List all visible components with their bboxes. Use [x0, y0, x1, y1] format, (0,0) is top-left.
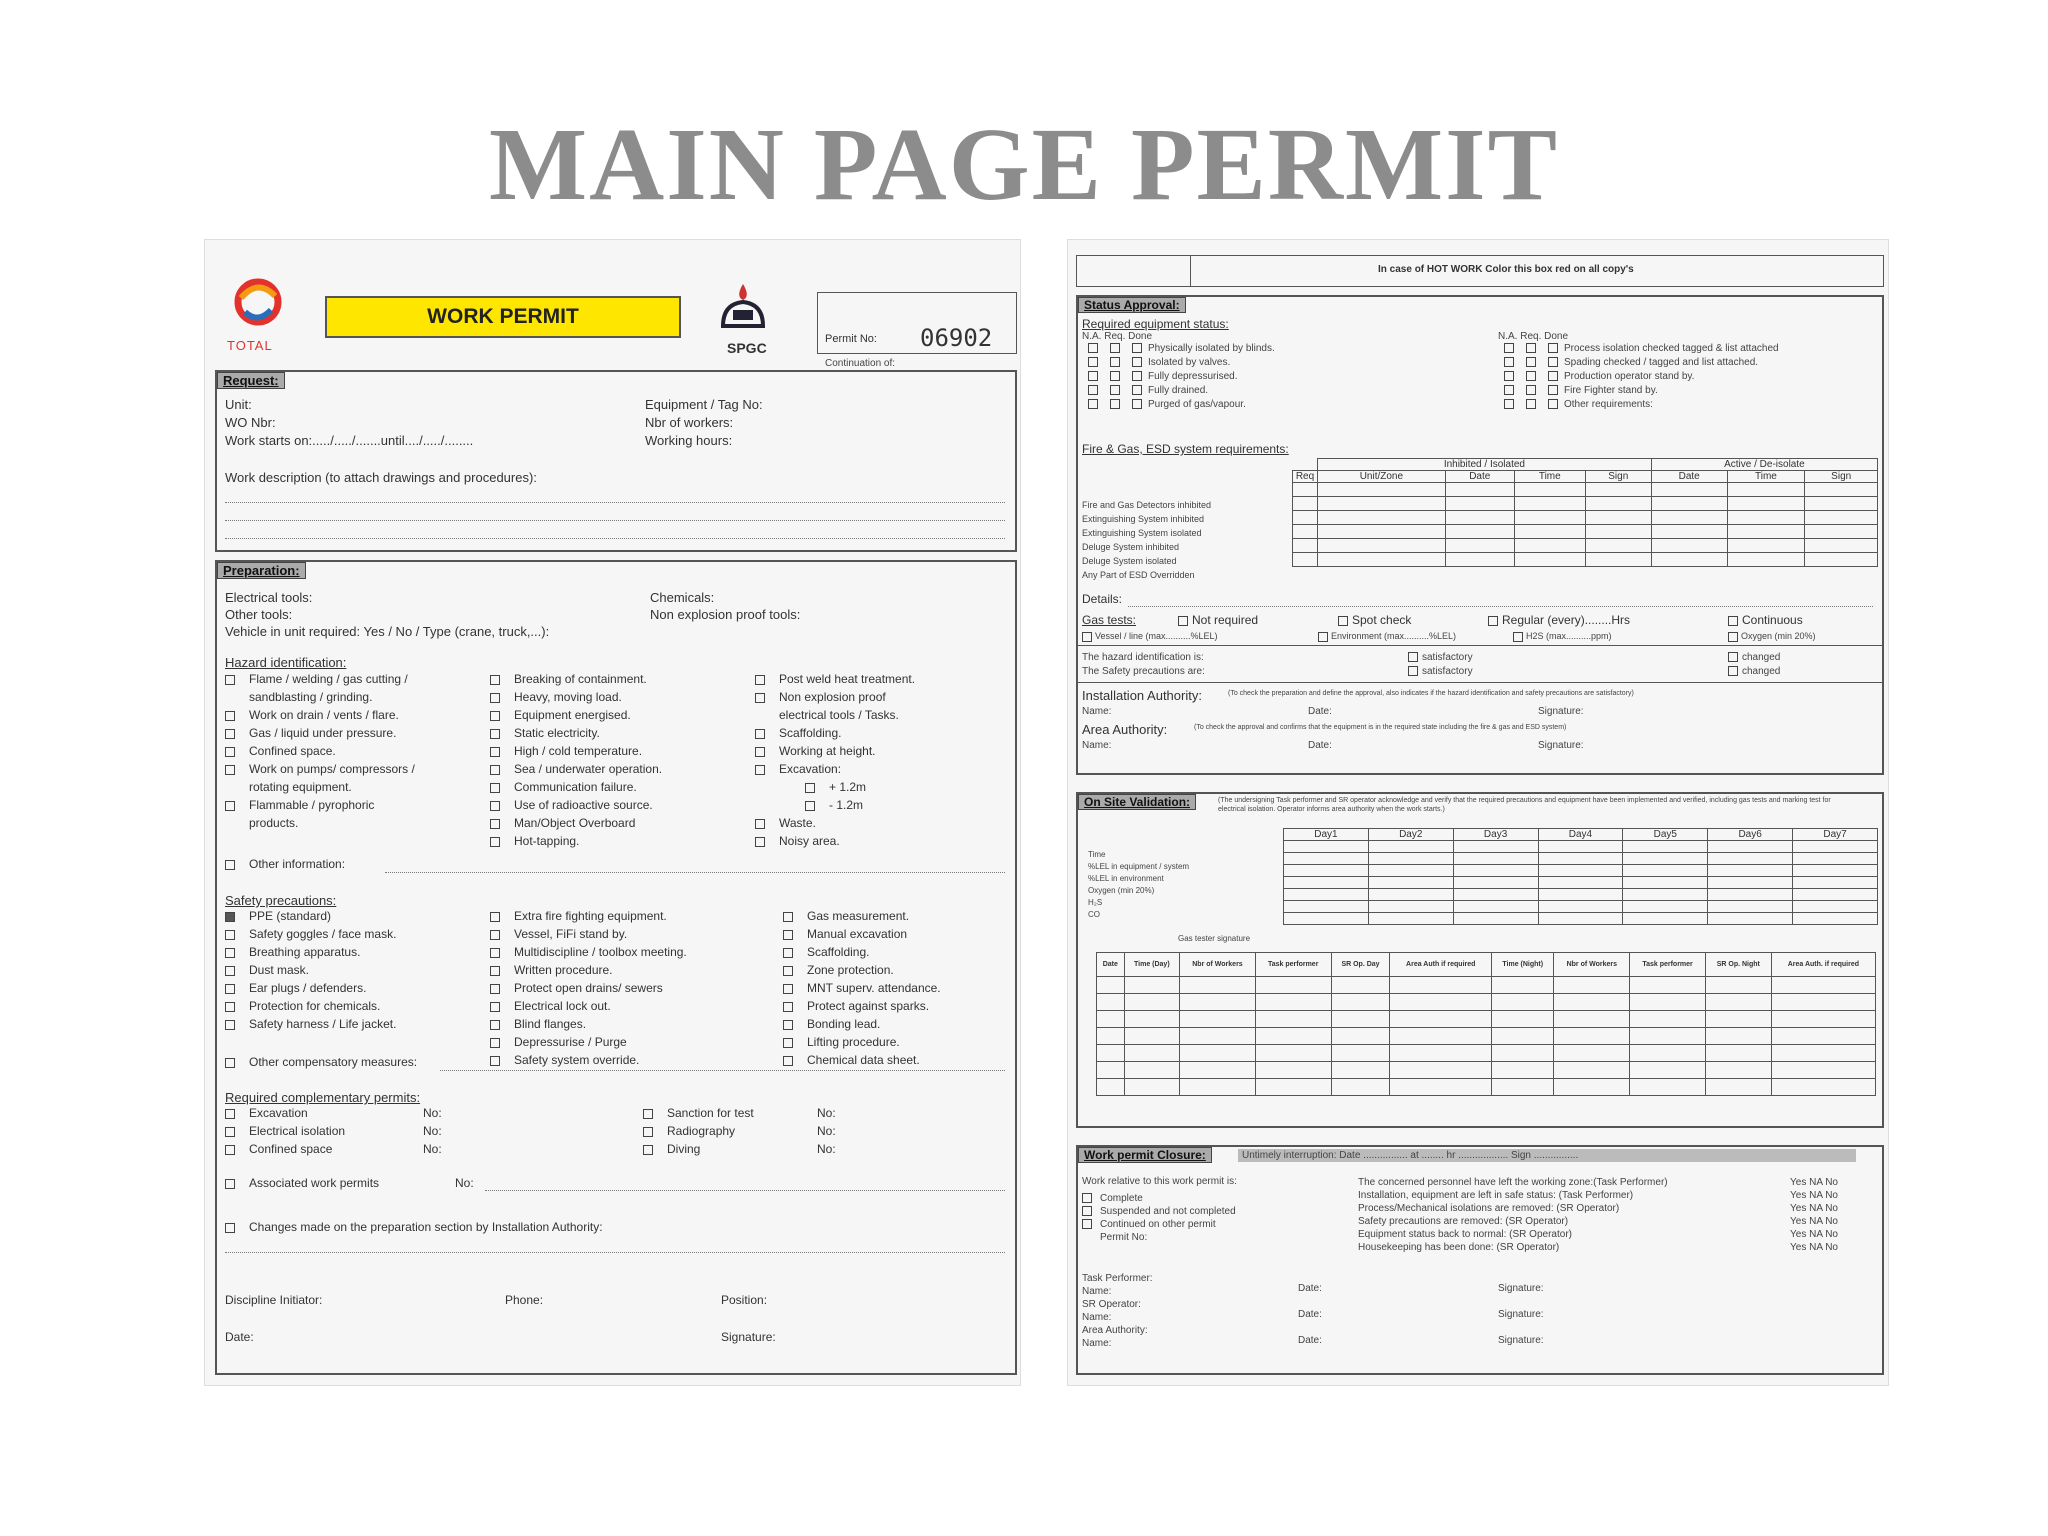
other-information[interactable]: Other information:: [225, 857, 345, 871]
phone-label: Phone:: [505, 1293, 544, 1307]
discipline-initiator: Discipline Initiator:: [225, 1293, 323, 1307]
safety-item[interactable]: Vessel, FiFi stand by.: [490, 925, 687, 943]
validation-header: On Site Validation:: [1078, 794, 1196, 810]
spgc-label: SPGC: [727, 340, 767, 356]
gas-sub[interactable]: Oxygen (min 20%): [1728, 631, 1816, 642]
safety-item[interactable]: Zone protection.: [783, 961, 941, 979]
area-authority-label: Area Authority:: [1082, 722, 1168, 737]
safety-item[interactable]: Safety goggles / face mask.: [225, 925, 396, 943]
safety-item[interactable]: MNT superv. attendance.: [783, 979, 941, 997]
shift-log-table: Date Time (Day) Nbr of Workers Task performer SR Op. Day Area Auth if required Time (Night) Nbr of Workers Task performer SR Op. Night Area Auth. if required: [1096, 952, 1876, 1096]
hazard-item[interactable]: - 1.2m: [755, 796, 915, 814]
gas-opt[interactable]: Continuous: [1728, 613, 1803, 627]
total-logo-text: TOTAL: [227, 338, 273, 353]
required-status-label: Required equipment status:: [1082, 317, 1229, 331]
permit-item[interactable]: Radiography: [643, 1122, 754, 1140]
safety-item[interactable]: Blind flanges.: [490, 1015, 687, 1033]
validation-note: (The undersigning Task performer and SR operator acknowledge and verify that the required precautions and equipment have been implemented and verified, including gas tests and marking test for electrical isolation. Operator informs area authority when the work starts.): [1218, 797, 1831, 813]
hazard-item[interactable]: Post weld heat treatment.: [755, 670, 915, 688]
permit-item[interactable]: Electrical isolation: [225, 1122, 345, 1140]
unit-label: Unit:: [225, 397, 252, 412]
other-tools-label: Other tools:: [225, 607, 293, 622]
hazard-item[interactable]: Excavation:: [755, 760, 915, 778]
status-right-list: [1504, 340, 1779, 410]
hazard-item[interactable]: Noisy area.: [755, 832, 915, 850]
permit-number: 06902: [920, 324, 993, 352]
hazard-list-3: [755, 670, 915, 850]
hazard-item[interactable]: Static electricity.: [490, 724, 662, 742]
gas-sub[interactable]: Environment (max..........%LEL): [1318, 631, 1456, 642]
safety-list-2: [490, 907, 687, 1069]
hazard-item[interactable]: Equipment energised.: [490, 706, 662, 724]
associated-no: No:: [455, 1176, 474, 1190]
fire-gas-header: Fire & Gas, ESD system requirements:: [1082, 442, 1289, 456]
hazard-item[interactable]: Heavy, moving load.: [490, 688, 662, 706]
permit-item[interactable]: Excavation: [225, 1104, 345, 1122]
hazard-list-1: [225, 670, 415, 832]
safety-item[interactable]: Scaffolding.: [783, 943, 941, 961]
hazard-item[interactable]: Gas / liquid under pressure.: [225, 724, 415, 742]
status-item[interactable]: Isolated by valves.: [1088, 354, 1275, 368]
hazard-item[interactable]: Man/Object Overboard: [490, 814, 662, 832]
area-name: Name:: [1082, 740, 1112, 751]
closure-yes-na-no[interactable]: Yes NA No Yes NA No Yes NA No Yes NA No Yes NA No Yes NA No: [1790, 1177, 1838, 1253]
hazard-list-2: [490, 670, 662, 850]
gas-sub[interactable]: Vessel / line (max..........%LEL): [1082, 631, 1218, 642]
hours-label: Working hours:: [645, 433, 733, 448]
installation-note: (To check the preparation and define the approval, also indicates if the hazard identification and safety precautions are satisfactory): [1228, 690, 1634, 697]
chemicals-label: Chemicals:: [650, 590, 715, 605]
gas-tester-signature: Gas tester signature: [1178, 934, 1251, 943]
hazard-item[interactable]: Working at height.: [755, 742, 915, 760]
hazard-item[interactable]: Non explosion proof: [755, 688, 915, 706]
closure-date: Date:: [1298, 1335, 1322, 1346]
hazard-item[interactable]: Waste.: [755, 814, 915, 832]
safety-list-1: [225, 907, 396, 1033]
request-section: [215, 370, 1017, 552]
closure-option[interactable]: Continued on other permit: [1082, 1216, 1236, 1229]
safety-item[interactable]: Bonding lead.: [783, 1015, 941, 1033]
fire-gas-rows: Fire and Gas Detectors inhibited Extinguishing System inhibited Extinguishing System isolated Deluge System inhibited Deluge System isolated Any Part of ESD Overridden: [1082, 500, 1212, 580]
hazard-item[interactable]: Use of radioactive source.: [490, 796, 662, 814]
page-title: MAIN PAGE PERMIT: [488, 107, 1560, 222]
inst-date: Date:: [1308, 706, 1332, 717]
safety-item[interactable]: Protect against sparks.: [783, 997, 941, 1015]
status-item[interactable]: Spading checked / tagged and list attached.: [1504, 354, 1779, 368]
changed-check[interactable]: changed: [1728, 652, 1780, 663]
status-item[interactable]: Fully drained.: [1088, 382, 1275, 396]
safety-item[interactable]: Chemical data sheet.: [783, 1051, 941, 1069]
hazard-item[interactable]: Work on drain / vents / flare.: [225, 706, 415, 724]
safety-item[interactable]: Electrical lock out.: [490, 997, 687, 1015]
safety-item[interactable]: Protection for chemicals.: [225, 997, 396, 1015]
status-item[interactable]: Fully depressurised.: [1088, 368, 1275, 382]
safety-item[interactable]: Written procedure.: [490, 961, 687, 979]
equipment-label: Equipment / Tag No:: [645, 397, 763, 412]
closure-option[interactable]: Complete: [1082, 1190, 1236, 1203]
changes-made[interactable]: Changes made on the preparation section by Installation Authority:: [225, 1220, 603, 1234]
permits-list-1: [225, 1104, 345, 1158]
hazard-item: sandblasting / grinding.: [249, 690, 373, 704]
safety-item[interactable]: Ear plugs / defenders.: [225, 979, 396, 997]
hazard-item[interactable]: Scaffolding.: [755, 724, 915, 742]
signature-label: Signature:: [721, 1330, 776, 1344]
permits-header: Required complementary permits:: [225, 1090, 421, 1105]
hazard-item[interactable]: High / cold temperature.: [490, 742, 662, 760]
associated-permits[interactable]: Associated work permits: [225, 1176, 379, 1190]
nonexp-tools-label: Non explosion proof tools:: [650, 607, 801, 622]
safety-list-3: [783, 907, 941, 1069]
request-header: Request:: [217, 372, 285, 389]
safety-item[interactable]: Depressurise / Purge: [490, 1033, 687, 1051]
gas-opt[interactable]: Regular (every)........Hrs: [1488, 613, 1630, 627]
installation-authority-label: Installation Authority:: [1082, 688, 1202, 703]
status-item[interactable]: Other requirements:: [1504, 396, 1779, 410]
hazard-item[interactable]: Flammable / pyrophoric: [225, 796, 415, 814]
vehicle-label: Vehicle in unit required: Yes / No / Type (crane, truck,...):: [225, 624, 550, 639]
hazard-identification-is: The hazard identification is:: [1082, 652, 1204, 663]
electrical-tools-label: Electrical tools:: [225, 590, 313, 605]
spgc-emblem-icon: [715, 282, 771, 332]
permit-no-label: Permit No:: [825, 333, 877, 345]
work-relative-label: Work relative to this work permit is:: [1082, 1176, 1237, 1187]
area-signature: Signature:: [1538, 740, 1584, 751]
gas-opt[interactable]: Spot check: [1338, 613, 1411, 627]
wo-label: WO Nbr:: [225, 415, 276, 430]
permits-list-2: [643, 1104, 754, 1158]
inst-name: Name:: [1082, 706, 1112, 717]
safety-item[interactable]: Protect open drains/ sewers: [490, 979, 687, 997]
status-left-list: [1088, 340, 1275, 410]
work-permit-back-page: [1068, 240, 1888, 1385]
continuation-label: Continuation of:: [825, 358, 896, 369]
closure-options: Complete Suspended and not completed Continued on other permit Permit No:: [1082, 1190, 1236, 1242]
gas-sub[interactable]: H2S (max..........ppm): [1513, 631, 1612, 642]
safety-item[interactable]: Breathing apparatus.: [225, 943, 396, 961]
total-logo-icon: [229, 278, 287, 328]
permit-item[interactable]: Sanction for test: [643, 1104, 754, 1122]
status-item[interactable]: Process isolation checked tagged & list attached: [1504, 340, 1779, 354]
work-permit-banner: WORK PERMIT: [325, 296, 681, 338]
safety-header: Safety precautions:: [225, 893, 337, 908]
hazard-item[interactable]: Sea / underwater operation.: [490, 760, 662, 778]
work-starts-label: Work starts on:...../...../.......until..../...../........: [225, 433, 474, 448]
closure-date: Date:: [1298, 1283, 1322, 1294]
closure-option[interactable]: Suspended and not completed: [1082, 1203, 1236, 1216]
hazard-item: rotating equipment.: [249, 780, 352, 794]
safety-item[interactable]: Multidiscipline / toolbox meeting.: [490, 943, 687, 961]
hazard-item[interactable]: Flame / welding / gas cutting /: [225, 670, 415, 688]
status-item[interactable]: Physically isolated by blinds.: [1088, 340, 1275, 354]
closure-header: Work permit Closure:: [1078, 1147, 1212, 1163]
safety-item[interactable]: Safety system override.: [490, 1051, 687, 1069]
status-item[interactable]: Fire Fighter stand by.: [1504, 382, 1779, 396]
satisfactory-check[interactable]: satisfactory: [1408, 666, 1473, 677]
status-header: Status Approval:: [1078, 297, 1186, 313]
safety-item[interactable]: Extra fire fighting equipment.: [490, 907, 687, 925]
closure-checks: The concerned personnel have left the working zone:(Task Performer) Installation, equipment are left in safe status: (Task Performer) Process/Mechanical isolations are removed: (SR Operator) Safety precautions are removed: (SR Operator) Equipment status back to normal: (SR Operator) Housekeeping has been done: (SR Operator): [1358, 1177, 1668, 1253]
status-item[interactable]: Production operator stand by.: [1504, 368, 1779, 382]
work-permit-front-page: [205, 240, 1020, 1385]
permits-no-2: No: No: No:: [817, 1106, 836, 1156]
permit-item[interactable]: Diving: [643, 1140, 754, 1158]
safety-precautions-are: The Safety precautions are:: [1082, 666, 1205, 677]
closure-signature: Signature:: [1498, 1283, 1544, 1294]
closure-date: Date:: [1298, 1309, 1322, 1320]
status-item[interactable]: Purged of gas/vapour.: [1088, 396, 1275, 410]
position-label: Position:: [721, 1293, 768, 1307]
workers-label: Nbr of workers:: [645, 415, 734, 430]
hazard-item[interactable]: Hot-tapping.: [490, 832, 662, 850]
fire-gas-table: Inhibited / Isolated Active / De-isolate Req Unit/Zone Date Time Sign Date Time Sign: [1278, 458, 1878, 567]
satisfactory-check[interactable]: satisfactory: [1408, 652, 1473, 663]
gas-tests-header: Gas tests:: [1082, 613, 1137, 627]
gas-reading-rows: Time %LEL in equipment / system %LEL in environment Oxygen (min 20%) H₂S CO: [1088, 850, 1190, 919]
safety-item[interactable]: Safety harness / Life jacket.: [225, 1015, 396, 1033]
hazard-item[interactable]: Work on pumps/ compressors /: [225, 760, 415, 778]
safety-item[interactable]: Dust mask.: [225, 961, 396, 979]
hazard-item: electrical tools / Tasks.: [779, 708, 899, 722]
hazard-item[interactable]: Breaking of containment.: [490, 670, 662, 688]
hazard-item: products.: [249, 816, 299, 830]
hazard-item[interactable]: + 1.2m: [755, 778, 915, 796]
safety-item[interactable]: Gas measurement.: [783, 907, 941, 925]
inst-signature: Signature:: [1538, 706, 1584, 717]
untimely-interruption: Untimely interruption: Date ................ at ........ hr .................. Sign ................: [1238, 1149, 1856, 1162]
date-label: Date:: [225, 1330, 254, 1344]
na-req-done-left: N.A. Req. Done: [1082, 331, 1153, 342]
permits-no-1: No: No: No:: [423, 1106, 442, 1156]
hazard-item[interactable]: Confined space.: [225, 742, 415, 760]
hot-work-note: In case of HOT WORK Color this box red on all copy's: [1378, 264, 1634, 275]
safety-item[interactable]: Manual excavation: [783, 925, 941, 943]
work-description-label: Work description (to attach drawings and procedures):: [225, 470, 537, 485]
safety-item[interactable]: Lifting procedure.: [783, 1033, 941, 1051]
na-req-done-right: N.A. Req. Done: [1498, 331, 1569, 342]
hazard-header: Hazard identification:: [225, 655, 347, 670]
area-note: (To check the approval and confirms that the equipment is in the required state including the fire & gas and ESD system): [1194, 724, 1567, 731]
preparation-header: Preparation:: [217, 562, 306, 579]
changed-check[interactable]: changed: [1728, 666, 1780, 677]
closure-signature: Signature:: [1498, 1309, 1544, 1320]
safety-item[interactable]: PPE (standard): [225, 907, 396, 925]
details-label: Details:: [1082, 592, 1123, 606]
closure-signoffs: Task Performer: Name: SR Operator: Name: Area Authority: Name:: [1082, 1273, 1153, 1349]
hazard-item[interactable]: Communication failure.: [490, 778, 662, 796]
permit-item[interactable]: Confined space: [225, 1140, 345, 1158]
area-date: Date:: [1308, 740, 1332, 751]
gas-opt[interactable]: Not required: [1178, 613, 1258, 627]
other-compensatory[interactable]: Other compensatory measures:: [225, 1055, 417, 1069]
closure-signature: Signature:: [1498, 1335, 1544, 1346]
gas-readings-table: Day1 Day2 Day3 Day4 Day5 Day6 Day7: [1283, 828, 1878, 925]
